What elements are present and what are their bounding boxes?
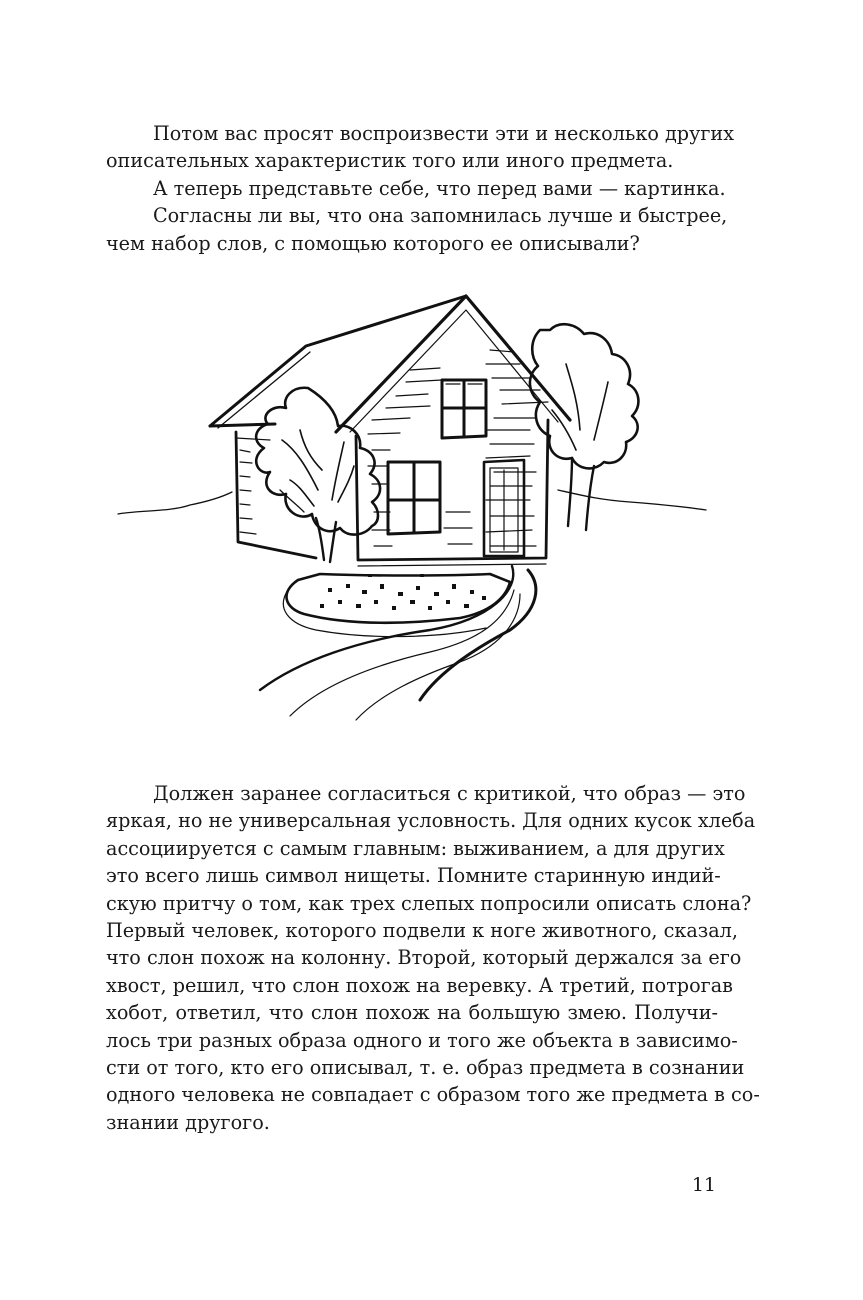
- text-line: чем набор слов, с помощью которого ее описывали?: [106, 231, 640, 255]
- text-line: сти от того, кто его описывал, т. е. образ предмета в сознании: [106, 1056, 745, 1080]
- text-line: ассоциируется с самым главным: выживанием, а для других: [106, 836, 725, 860]
- text-line: скую притчу о том, как трех слепых попросили описать слона?: [106, 891, 752, 915]
- page-number: 11: [691, 1174, 716, 1196]
- text-line: хобот, ответил, что слон похож на большую змею. Получи-: [106, 1001, 718, 1025]
- text-line: что слон похож на колонну. Второй, который держался за его: [106, 946, 742, 970]
- text-line: Первый человек, которого подвели к ноге животного, сказал,: [106, 919, 738, 943]
- text-line: хвост, решил, что слон похож на веревку. А третий, потрогав: [106, 973, 733, 997]
- text-line: описательных характеристик того или иного предмета.: [106, 149, 674, 173]
- house-illustration: [110, 290, 720, 730]
- text-line: Потом вас просят воспроизвести эти и несколько других: [153, 122, 735, 145]
- text-line: Согласны ли вы, что она запомнилась лучше и быстрее,: [153, 204, 728, 228]
- text-line: лось три разных образа одного и того же объекта в зависимо-: [106, 1028, 738, 1052]
- bottom-paragraph: [106, 780, 760, 1136]
- top-paragraphs: [106, 120, 735, 257]
- text-line: одного человека не совпадает с образом того же предмета в со-: [106, 1083, 760, 1107]
- text-line: А теперь представьте себе, что перед вами — картинка.: [153, 176, 726, 200]
- text-line: знании другого.: [106, 1110, 270, 1134]
- text-line: Должен заранее согласиться с критикой, что образ — это: [153, 782, 746, 805]
- text-line: яркая, но не универсальная условность. Для одних кусок хлеба: [106, 809, 756, 833]
- text-line: это всего лишь символ нищеты. Помните старинную индий-: [106, 864, 721, 888]
